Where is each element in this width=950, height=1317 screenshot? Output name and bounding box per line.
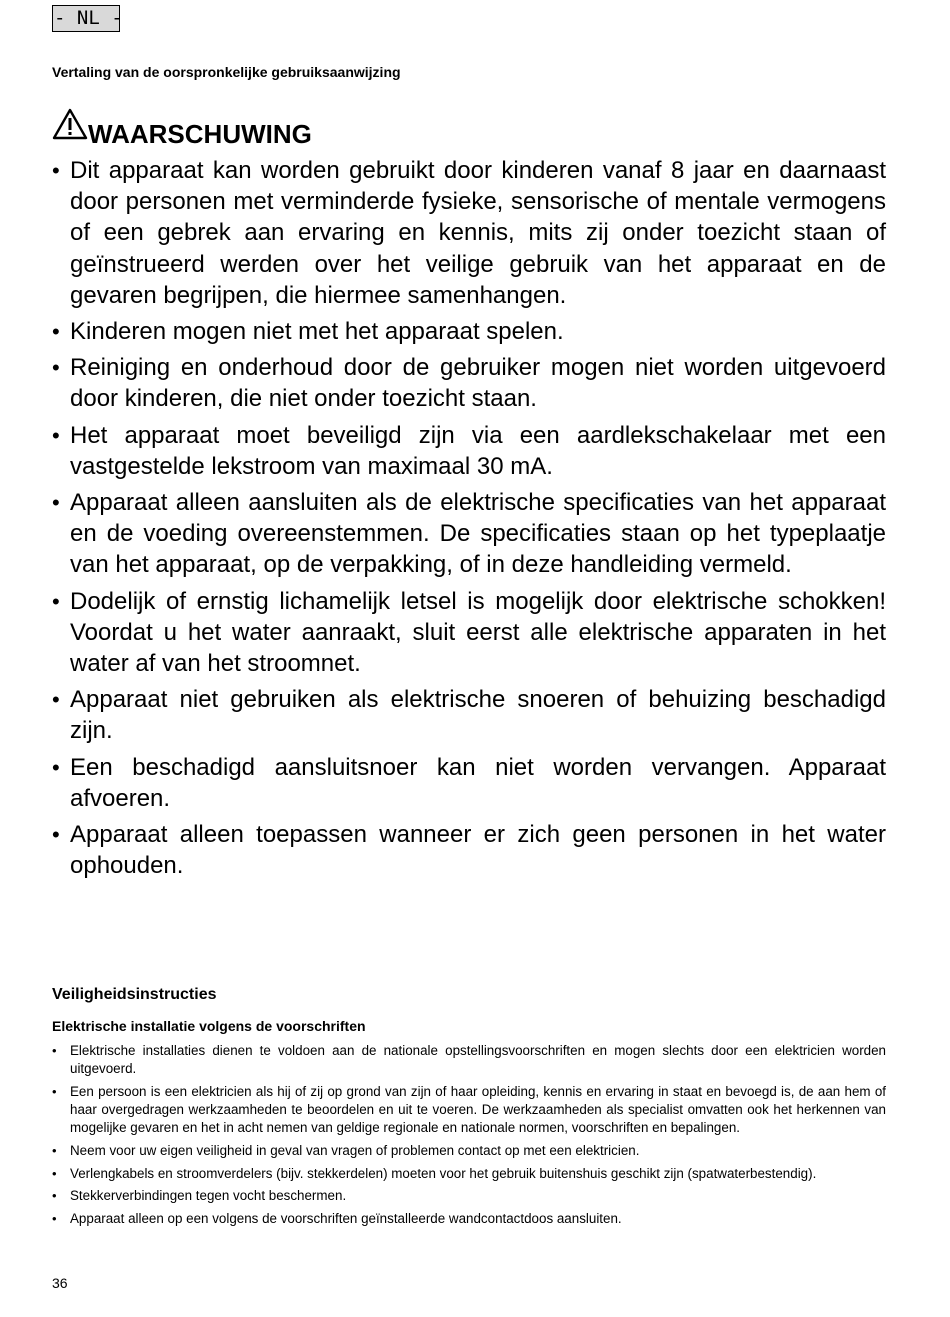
warning-heading (52, 108, 312, 149)
language-tag: - NL - (52, 5, 120, 32)
warning-item: • Dit apparaat kan worden gebruikt door kinderen vanaf 8 jaar en daarnaast door personen met verminderde fysieke, sensorische of mentale vermogens of een gebrek aan ervaring en kennis, mits zij onder toezicht staan of geïnstrueerd werden over het veilige gebruik van het apparaat en de gevaren begrijpen, die hiermee samenhangen. (52, 157, 886, 309)
safety-item: • Een persoon is een elektricien als hij of zij op grond van zijn of haar opleiding, kennis en ervaring in staat en bevoegd is, de aan hem of haar overgedragen werkzaamheden te beoordelen en uit te voeren. De werkzaamheden als specialist omvatten ook het herkennen van mogelijke gevaren en het in acht nemen van geldige regionale en nationale normen, voorschriften en bepalingen. (52, 1083, 886, 1136)
bullet-icon: • (52, 158, 60, 183)
warning-list (52, 155, 886, 886)
bullet-icon: • (52, 1188, 57, 1204)
section-title: Veiligheidsinstructies (52, 986, 217, 1003)
safety-item: • Elektrische installaties dienen te voldoen aan de nationale opstellingsvoorschriften en mogen slechts door een elektricien worden uitgevoerd. (52, 1043, 886, 1077)
warning-item: • Het apparaat moet beveiligd zijn via een aardlekschakelaar met een vastgestelde lekstroom van maximaal 30 mA. (52, 421, 886, 480)
bullet-icon: • (52, 1083, 57, 1099)
bullet-icon: • (52, 422, 60, 448)
safety-item: • Neem voor uw eigen veiligheid in geval van vragen of problemen contact op met een elektricien. (52, 1142, 886, 1160)
bullet-icon: • (52, 822, 60, 848)
warning-item: • Apparaat alleen toepassen wanneer er zich geen personen in het water ophouden. (52, 821, 886, 880)
bullet-icon: • (52, 490, 60, 516)
section-subtitle: Elektrische installatie volgens de voorschriften (52, 1018, 366, 1034)
warning-triangle-icon (52, 108, 88, 140)
page-number: 36 (52, 1275, 68, 1291)
document-subtitle: Vertaling van de oorspronkelijke gebruiksaanwijzing (52, 64, 401, 80)
warning-item: • Een beschadigd aansluitsnoer kan niet worden vervangen. Apparaat afvoeren. (52, 753, 886, 812)
warning-item: • Apparaat alleen aansluiten als de elektrische specificaties van het apparaat en de voeding overeenstemmen. De specificaties staan op het typeplaatje van het apparaat, op de verpakking, of in deze handleiding vermeld. (52, 489, 886, 579)
bullet-icon: • (52, 588, 60, 614)
bullet-icon: • (52, 1211, 57, 1227)
warning-item: • Kinderen mogen niet met het apparaat spelen. (52, 316, 886, 347)
bullet-icon: • (52, 319, 60, 345)
warning-title: WAARSCHUWING (88, 119, 312, 149)
bullet-icon: • (52, 1165, 57, 1181)
warning-item: • Reiniging en onderhoud door de gebruiker mogen niet worden uitgevoerd door kinderen, die niet onder toezicht staan. (52, 354, 886, 413)
safety-item: • Verlengkabels en stroomverdelers (bijv. stekkerdelen) moeten voor het gebruik buitenshuis geschikt zijn (spatwaterbestendig). (52, 1165, 886, 1183)
warning-item: • Apparaat niet gebruiken als elektrische snoeren of behuizing beschadigd zijn. (52, 686, 886, 745)
bullet-icon: • (52, 687, 60, 713)
safety-item: • Stekkerverbindingen tegen vocht beschermen. (52, 1187, 886, 1205)
safety-list (52, 1042, 886, 1233)
bullet-icon: • (52, 1043, 57, 1058)
warning-item: • Dodelijk of ernstig lichamelijk letsel is mogelijk door elektrische schokken! Voordat u het water aanraakt, sluit eerst alle elektrische apparaten in het water af van het stroomnet. (52, 587, 886, 678)
safety-item: • Apparaat alleen op een volgens de voorschriften geïnstalleerde wandcontactdoos aansluiten. (52, 1210, 886, 1228)
bullet-icon: • (52, 754, 60, 780)
bullet-icon: • (52, 355, 60, 381)
bullet-icon: • (52, 1143, 57, 1159)
